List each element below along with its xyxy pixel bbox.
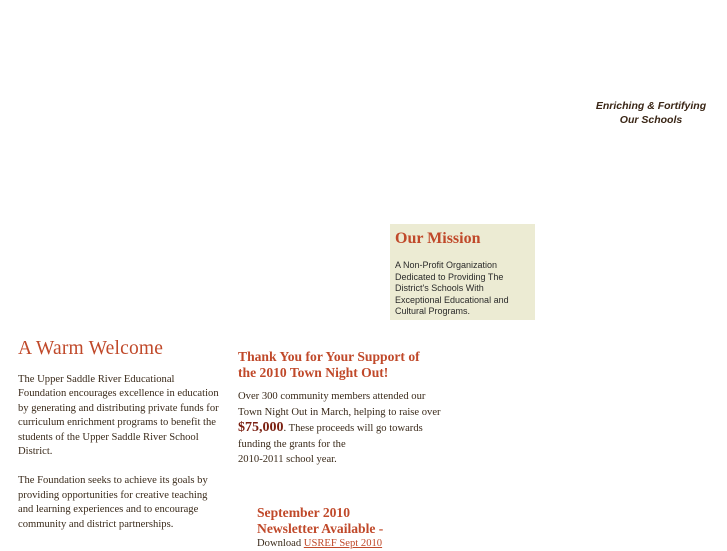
town-night-out-text-line-3: . These proceeds will go towards (283, 423, 423, 435)
site-tagline (588, 99, 714, 127)
newsletter-download (257, 537, 447, 551)
newsletter-download-link[interactable]: USREF Sept 2010 (303, 538, 383, 549)
welcome-section (18, 338, 223, 532)
welcome-paragraph-2: The Foundation seeks to achieve its goals by providing opportunities for creative teaching and learning experiences and to encourage community and district partnerships. (18, 475, 208, 530)
newsletter-title (257, 505, 447, 537)
welcome-title: A Warm Welcome (18, 338, 164, 359)
mission-text: A Non-Profit Organization Dedicated to Providing The District's Schools With Exceptional Educational and Cultural Programs. (395, 260, 509, 317)
town-night-out-title-line-2: the 2010 Town Night Out! (238, 365, 389, 380)
town-night-out-text (238, 389, 453, 468)
town-night-out-title (238, 349, 453, 381)
newsletter-title-line-2: Newsletter Available - (257, 521, 384, 536)
town-night-out-text-line-4: funding the grants for the (238, 438, 346, 450)
tagline-line-2: Our Schools (619, 114, 683, 126)
town-night-out-section (238, 349, 453, 468)
raised-amount: $75,000 (238, 420, 284, 436)
town-night-out-title-line-1: Thank You for Your Support of (238, 349, 420, 364)
mission-title: Our Mission (395, 230, 481, 247)
town-night-out-text-line-5: 2010-2011 school year. (238, 454, 337, 466)
download-prefix: Download (257, 538, 304, 549)
welcome-paragraph-1: The Upper Saddle River Educational Foundation encourages excellence in education by generating and distributing private funds for curriculum enrichment programs to benefit the students of the Upper Saddle River School District. (18, 374, 219, 458)
tagline-line-1: Enriching & Fortifying (595, 100, 707, 112)
newsletter-title-line-1: September 2010 (257, 505, 351, 520)
town-night-out-text-line-1: Over 300 community members attended our (238, 391, 426, 402)
mission-box (390, 224, 535, 320)
newsletter-section (257, 505, 447, 551)
town-night-out-text-line-2: Town Night Out in March, helping to raise over (238, 406, 441, 418)
